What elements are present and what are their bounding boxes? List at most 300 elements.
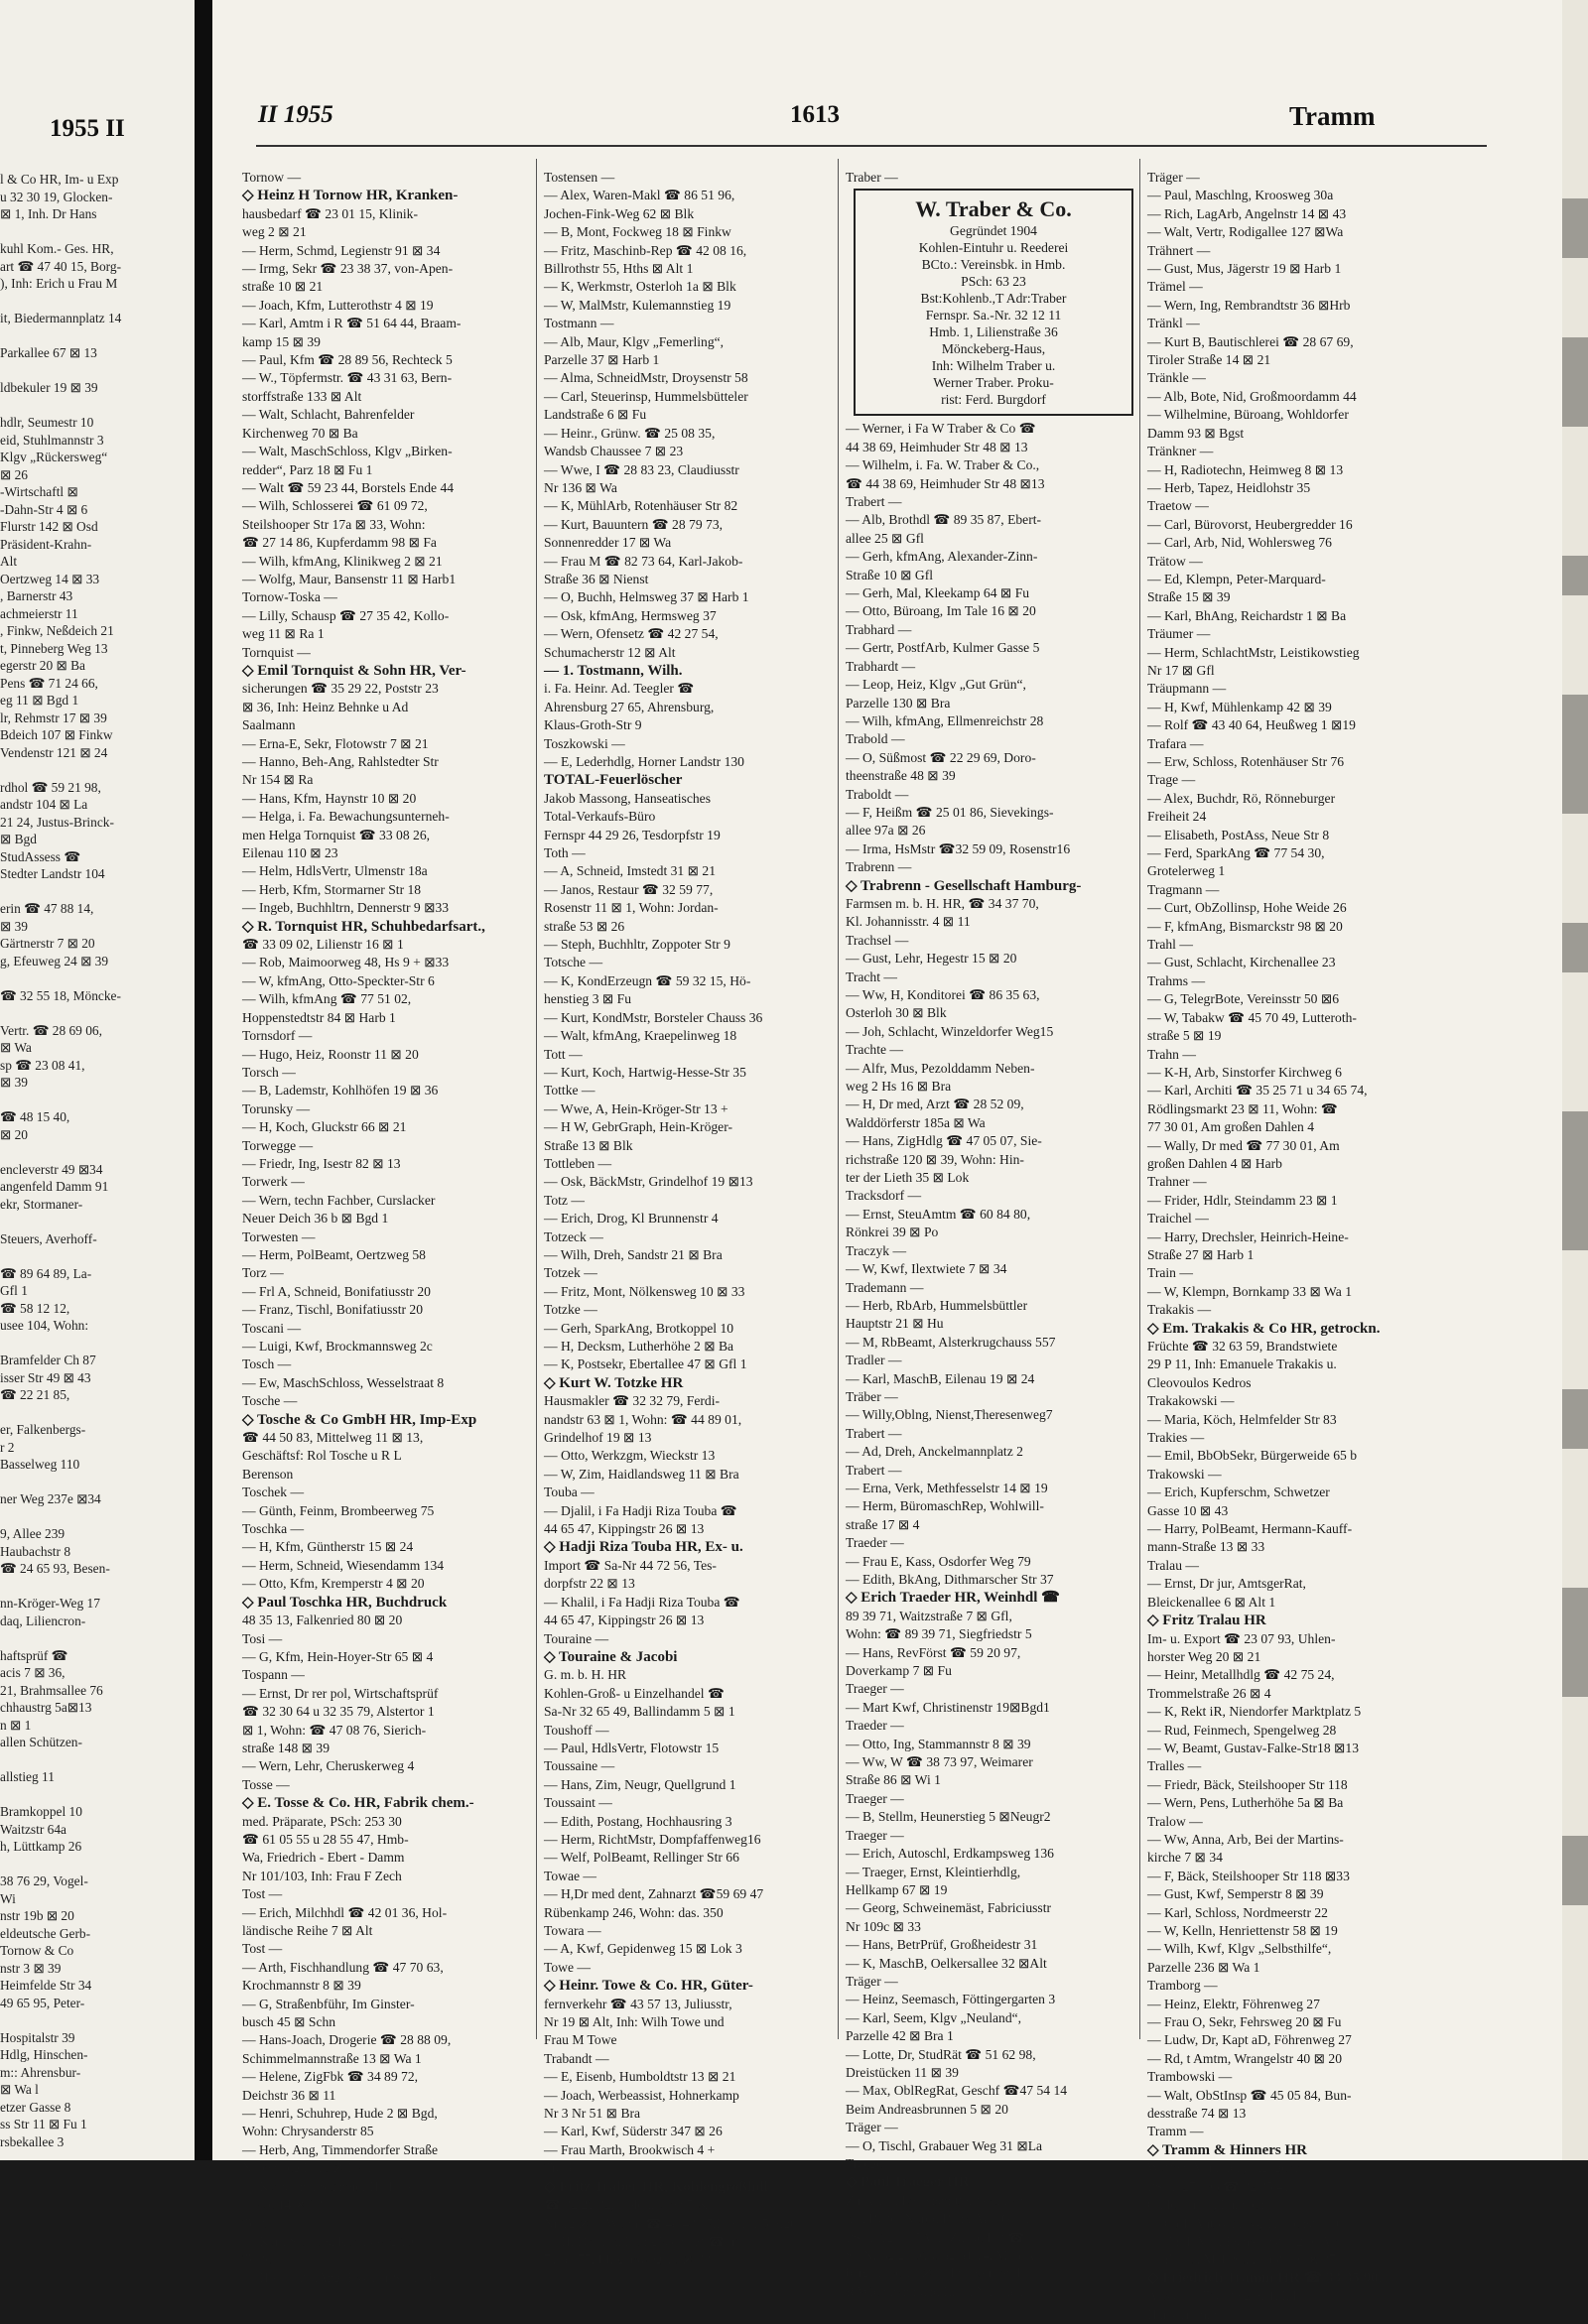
directory-line: Gärtnerstr 7 ⊠ 20: [0, 936, 95, 951]
directory-line: — H, Dr med, RöntgFacharzt ☎ üb: [544, 2233, 741, 2249]
directory-line: — Herm, SchlachtMstr, Leistikowstieg: [1147, 644, 1360, 660]
directory-line: Torwegge —: [242, 1137, 314, 1153]
directory-line: — Herb, Kfm, Stormarner Str 18: [242, 881, 422, 897]
directory-line: PSch: 63 23: [961, 274, 1026, 290]
directory-line: — Hans, Kfm, Haynstr 10 ⊠ 20: [242, 790, 417, 806]
directory-line: Trakakis —: [1147, 1302, 1212, 1318]
directory-line: Toushoff —: [544, 1722, 609, 1738]
directory-line: — Ww, H, Konditorei ☎ 86 35 63,: [846, 987, 1040, 1002]
directory-line: — Erna, Verk, Methfesselstr 14 ⊠ 19: [846, 1480, 1048, 1495]
directory-line: ◇ Hadji Riza Touba HR, Ex- u.: [544, 1539, 743, 1556]
directory-line: — Irma, HsMstr ☎32 59 09, Rosenstr16: [846, 840, 1071, 856]
column-2: [544, 169, 832, 2269]
directory-line: Nr 19 ⊠ Alt, Inh: Wilh Towe und: [544, 2014, 725, 2030]
directory-line: — Gerh, Mal, Kleekamp 64 ⊠ Fu: [846, 585, 1030, 601]
directory-line: Toszkowski —: [544, 735, 625, 751]
directory-line: — Wern, Ofensetz ☎ 42 27 54,: [544, 626, 719, 642]
left-page: [0, 0, 195, 2160]
directory-line: Traichel —: [1147, 1211, 1209, 1227]
directory-line: — Erich, Autoschl, Erdkampsweg 136: [846, 1846, 1054, 1862]
directory-line: — Alb, Maur, Klgv „Femerling“,: [544, 333, 725, 349]
directory-line: Gegründet 1904: [950, 223, 1037, 239]
directory-line: Billrothstr 55, Hths ⊠ Alt 1: [544, 261, 694, 277]
directory-line: — Friedr, Bäck, Steilshooper Str 118: [1147, 1776, 1348, 1792]
directory-line: — Herb, Ang, Timmendorfer Straße: [242, 2141, 439, 2157]
page-edge-strip: [1562, 0, 1588, 2160]
directory-line: Parzelle 236 ⊠ Wa 1: [1147, 1959, 1260, 1975]
directory-line: [0, 1786, 195, 1804]
directory-line: [0, 1578, 195, 1596]
directory-line: nstr 3 ⊠ 39: [0, 1960, 62, 1976]
directory-line: nandstr 63 ⊠ 1, Wohn: ☎ 44 89 01,: [544, 1411, 742, 1427]
directory-line: — Fritz, Mont, Nölkensweg 10 ⊠ 33: [544, 1283, 745, 1299]
traber-section-heading: Traber —: [846, 170, 898, 185]
directory-line: achmeierstr 11: [0, 605, 78, 621]
directory-line: ◇ Kurt W. Totzke HR: [544, 1374, 684, 1391]
directory-line: Kohlen-Groß- u Einzelhandel ☎: [544, 1685, 725, 1701]
directory-line: sicherungen ☎ 35 29 22, Poststr 23: [242, 681, 439, 697]
page-header-left: II 1955: [258, 101, 333, 128]
directory-line: ☎ 33 09 02, Lilienstr 16 ⊠ 1: [242, 937, 404, 953]
directory-line: — K, KondErzeugn ☎ 59 32 15, Hö-: [544, 972, 751, 988]
directory-line: ◇ Tramm & Hinners HR: [1147, 2141, 1307, 2158]
left-page-header: 1955 II: [50, 115, 125, 142]
directory-line: — B, Mont, Fockweg 18 ⊠ Finkw: [544, 224, 731, 240]
directory-line: — Rud, Feinmech, Spengelweg 28: [1147, 1722, 1337, 1738]
directory-line: — Harry, PolBeamt, Hermann-Kauff-: [1147, 1521, 1353, 1537]
directory-line: Kl. Johannisstr. 4 ⊠ 11: [846, 914, 971, 930]
directory-line: Flurstr 142 ⊠ Osd: [0, 519, 98, 534]
directory-line: Jakob Massong, Hanseatisches: [544, 790, 712, 806]
directory-line: — Janos, Restaur ☎ 32 59 77,: [544, 881, 714, 897]
directory-line: straße 53 ⊠ 26: [544, 918, 625, 934]
directory-line: fernverkehr ☎ 43 57 13, Juliusstr,: [544, 1996, 732, 2011]
directory-line: ☎ 58 12 12,: [0, 1300, 70, 1316]
directory-line: Frau M Towe: [544, 2032, 617, 2048]
directory-line: bergstraße 10 ⊠ 1, Inh: Gustav E: [846, 2265, 1025, 2281]
directory-line: Doverkamp 7 ⊠ Fu: [846, 1663, 952, 1679]
directory-line: r 2: [0, 1439, 15, 1455]
directory-line: Tiroler Straße 14 ⊠ 21: [1147, 352, 1271, 368]
directory-line: [0, 883, 195, 901]
directory-line: — Heinz, Seemasch, Föttingergarten 3: [846, 1992, 1056, 2007]
directory-line: — Gerh, SparkAng, Brotkoppel 10: [544, 1320, 734, 1336]
directory-line: — Paul, HdlsVertr, Flotowstr 15: [544, 1740, 720, 1755]
directory-line: busch 45 ⊠ Schn: [242, 2014, 336, 2030]
directory-line: hausbedarf ☎ 23 01 15, Klinik-: [242, 205, 419, 221]
directory-line: — Joach, Kfm, Lutterothstr 4 ⊠ 19: [242, 297, 434, 313]
directory-line: [0, 969, 195, 987]
directory-line: [0, 293, 195, 311]
directory-line: Kohlen-Eintuhr u. Reederei: [918, 240, 1069, 256]
directory-line: dorpfstr 22 ⊠ 13: [544, 1576, 635, 1592]
directory-line: PSch: 1231, TAdr: Zuckerhut ☎: [846, 2229, 1025, 2245]
directory-line: — Curt, ObZollinsp, Hohe Weide 26: [1147, 900, 1347, 916]
directory-line: Basselweg 110: [0, 1457, 80, 1472]
directory-line: Totzeck —: [544, 1228, 603, 1244]
directory-line: [0, 1335, 195, 1353]
directory-line: Traeger —: [846, 2156, 904, 2171]
directory-line: Trätow —: [1147, 553, 1203, 569]
directory-line: — Henri, Schuhrep, Hude 2 ⊠ Bgd,: [242, 2106, 438, 2122]
directory-line: — Erna-E, Sekr, Flotowstr 7 ⊠ 21: [242, 735, 429, 751]
directory-line: — Otto, Ing, Stammannstr 8 ⊠ 39: [846, 1736, 1031, 1751]
directory-line: — Wern, Ing, Rembrandtstr 36 ⊠Hrb: [1147, 297, 1351, 313]
directory-line: — Carl, Bürovorst, Heubergredder 16: [1147, 516, 1353, 532]
directory-line: Oertzweg 14 ⊠ 33: [0, 571, 100, 586]
directory-line: Tränkner —: [1147, 444, 1214, 459]
directory-line: Ahrensburg 27 65, Ahrensburg,: [544, 699, 715, 714]
directory-line: lr, Rehmstr 17 ⊠ 39: [0, 710, 107, 725]
directory-line: — K-H, Arb, Sinstorfer Kirchweg 6: [1147, 1064, 1342, 1080]
directory-line: — W, Beamt, Gustav-Falke-Str18 ⊠13: [1147, 1740, 1360, 1755]
directory-line: Trämel —: [1147, 279, 1203, 295]
directory-line: Traetow —: [1147, 498, 1209, 514]
directory-line: — Max, OblRegRat, Geschf ☎47 54 14: [846, 2083, 1068, 2099]
directory-line: Beim Andreasbrunnen 5 ⊠ 20: [846, 2101, 1008, 2117]
directory-line: — Ferd, SparkAng ☎ 77 54 30,: [1147, 845, 1325, 861]
directory-line: Träupmann —: [1147, 681, 1227, 697]
directory-line: — Kurt, KondMstr, Borsteler Chauss 36: [544, 1009, 763, 1025]
directory-line: ◇ R. Tornquist HR, Schuhbedarfsart.,: [242, 918, 485, 935]
directory-line: — Paul, Kfm ☎ 28 89 56, Rechteck 5: [242, 352, 453, 368]
directory-line: [0, 223, 195, 241]
column-3-entries: [846, 420, 1133, 2301]
directory-line: Tralau —: [1147, 1557, 1199, 1573]
page-number: 1613: [790, 101, 840, 128]
directory-line: Klaus-Groth-Str 9: [544, 717, 642, 733]
directory-line: it, Biedermannplatz 14: [0, 311, 122, 325]
directory-line: Torwesten —: [242, 1228, 316, 1244]
traber-advertisement: [854, 189, 1133, 416]
directory-line: — Walt, MaschSchloss, Klgv „Birken-: [242, 444, 453, 459]
directory-line: großen Dahlen 4 ⊠ Harb: [1147, 1155, 1282, 1171]
directory-line: ☎ 44 50 83, Mittelweg 11 ⊠ 13,: [242, 1430, 424, 1446]
directory-line: -Dahn-Str 4 ⊠ 6: [0, 501, 88, 517]
directory-line: Tost —: [242, 1941, 283, 1957]
directory-line: Träber —: [846, 1388, 898, 1404]
directory-line: ☎ 89 64 89, La-: [0, 1265, 92, 1281]
directory-line: ☎ 27 14 86, Kupferdamm 98 ⊠ Fa: [242, 535, 437, 551]
directory-line: Rübenkamp 246, Wohn: das. 350: [544, 1904, 724, 1920]
directory-line: Sa-Nr 32 65 49, Ballindamm 5 ⊠ 1: [544, 1704, 735, 1720]
directory-line: ◇ Erich Traeder HR, Weinhdl ☎: [846, 1590, 1060, 1607]
directory-line: etzer Gasse 8: [0, 2099, 71, 2115]
directory-line: — Wilh, kfmAng ☎ 77 51 02,: [242, 991, 412, 1007]
directory-line: — Helm, HdlsVertr, Ulmenstr 18a: [242, 863, 428, 879]
directory-line: Toussaint —: [544, 1795, 612, 1811]
directory-line: 38 76 29, Vogel-: [0, 1873, 88, 1888]
directory-line: — Frau E, Kass, Osdorfer Weg 79: [846, 1553, 1031, 1569]
directory-line: [0, 362, 195, 380]
directory-line: g, Efeuweg 24 ⊠ 39: [0, 953, 109, 968]
directory-line: hdlr, Seumestr 10: [0, 415, 94, 430]
directory-line: — Heinz, Elektr, Föhrenweg 27: [1147, 1996, 1320, 2011]
directory-line: — Horst, kfmAng, Essener Str 13 b: [242, 2269, 436, 2285]
directory-line: Bleickenallee 6 ⊠ Alt 1: [1147, 1594, 1276, 1610]
directory-line: Trabert —: [846, 1425, 902, 1441]
directory-line: Wa, Friedrich - Ebert - Damm: [242, 1850, 405, 1866]
directory-line: ☎ 44 38 69, Heimhuder Str 48 ⊠13: [846, 475, 1045, 491]
directory-line: Toscani —: [242, 1320, 302, 1336]
directory-line: — Mart Kwf, Christinenstr 19⊠Bgd1: [846, 1699, 1050, 1715]
directory-line: Trabrenn —: [846, 859, 912, 875]
directory-line: Tosch —: [242, 1356, 292, 1372]
directory-line: — Georg, Schweinemäst, Fabriciusstr: [846, 1900, 1052, 1916]
directory-line: Bramfelder Ch 87: [0, 1353, 96, 1367]
directory-line: — Karl, Architi ☎ 35 25 71 u 34 65 74,: [1147, 1083, 1368, 1098]
directory-line: [0, 1508, 195, 1526]
page-header-right: Tramm: [1289, 101, 1376, 131]
directory-line: — Ad, Dreh, Anckelmannplatz 2: [846, 1444, 1023, 1460]
directory-line: — Heinr., Grünw. ☎ 25 08 35,: [544, 425, 716, 441]
directory-line: Freiheit 24: [1147, 809, 1207, 825]
directory-line: haftsprüf ☎: [0, 1647, 68, 1663]
directory-line: — Carl, Arb, Nid, Wohlersweg 76: [1147, 535, 1332, 551]
directory-line: — Emil, Mal, Esmarchstr 62 ⊠ Alt: [1147, 2233, 1338, 2249]
directory-line: — Helene, ZigFbk ☎ 34 89 72,: [242, 2069, 419, 2085]
directory-line: Tracht —: [846, 968, 897, 984]
directory-line: — Kurt, Koch, Hartwig-Hesse-Str 35: [544, 1064, 746, 1080]
directory-line: Tornquist —: [242, 644, 311, 660]
directory-line: — G, Straßenbführ, Im Ginster-: [242, 1996, 415, 2011]
directory-line: — Harry, Drechsler, Heinrich-Heine-: [1147, 1228, 1349, 1244]
directory-line: Straße 15 ⊠ 39: [1147, 589, 1231, 605]
directory-line: desstraße 74 ⊠ 13: [1147, 2106, 1247, 2122]
directory-line: egerstr 20 ⊠ Ba: [0, 658, 85, 673]
directory-line: Tornow & Co: [0, 1943, 74, 1958]
directory-line: Fernspr 44 29 26, Tesdorpfstr 19: [544, 827, 721, 842]
directory-line: Farmsen m. b. H. HR, ☎ 34 37 70,: [846, 895, 1039, 911]
column-divider-1: [536, 159, 537, 2039]
directory-line: — Alb, Bote, Nid, Großmoordamm 44: [1147, 388, 1357, 404]
directory-line: — Alex, Buchdr, Rö, Rönneburger: [1147, 790, 1336, 806]
directory-line: ⊠ 20: [0, 1126, 28, 1142]
directory-line: — Karl, Kwf, Süderstr 347 ⊠ 26: [544, 2124, 723, 2139]
directory-line: ☎ 24 65 93, Besen-: [0, 1561, 110, 1576]
directory-line: Torwerk —: [242, 1174, 305, 1190]
directory-line: encleverstr 49 ⊠34: [0, 1161, 103, 1177]
directory-line: — Ew, MaschSchloss, Wesselstraat 8: [242, 1374, 445, 1390]
directory-line: Tost —: [242, 1886, 283, 1902]
directory-line: Hdlg, Hinschen-: [0, 2047, 88, 2062]
directory-line: Trahner —: [1147, 1174, 1207, 1190]
directory-line: — H, Radiotechn, Heimweg 8 ⊠ 13: [1147, 461, 1344, 477]
directory-line: art ☎ 47 40 15, Borg-: [0, 258, 122, 274]
directory-line: Alt: [0, 554, 18, 569]
directory-line: — Karl, MaschB, Eilenau 19 ⊠ 24: [846, 1370, 1035, 1386]
directory-line: — Lotte, Dr, StudRät ☎ 51 62 98,: [846, 2046, 1036, 2062]
directory-line: straße 10 ⊠ 21: [242, 279, 324, 295]
directory-line: straße 5 ⊠ 19: [1147, 1028, 1222, 1044]
directory-line: Trachsel —: [846, 932, 909, 948]
directory-line: — Wilhelm, i. Fa. W. Traber & Co.,: [846, 457, 1040, 473]
directory-line: [0, 1629, 195, 1647]
directory-line: richstraße 120 ⊠ 39, Wohn: Hin-: [846, 1151, 1024, 1167]
directory-line: — K, MühlArb, Rotenhäuser Str 82: [544, 498, 738, 514]
directory-line: — Lilly, Schausp ☎ 27 35 42, Kollo-: [242, 607, 450, 623]
directory-line: andstr 104 ⊠ La: [0, 797, 88, 812]
directory-line: Toth —: [544, 845, 586, 861]
directory-line: — Leop, Heiz, Klgv „Gut Grün“,: [846, 677, 1026, 693]
directory-line: — H, Decksm, Lutherhöhe 2 ⊠ Ba: [544, 1339, 734, 1354]
directory-line: Stedter Landstr 104: [0, 866, 105, 881]
directory-line: — Alb, Brothdl ☎ 89 35 87, Ebert-: [846, 512, 1042, 528]
directory-line: 44 38 69, Heimhuder Str 48 ⊠ 13: [846, 439, 1028, 454]
directory-line: weg 11 ⊠ Ra 1: [242, 626, 325, 642]
directory-line: — Wilh, Dreh, Sandstr 21 ⊠ Bra: [544, 1246, 723, 1262]
directory-line: Traeger —: [846, 1790, 904, 1806]
directory-line: [0, 1092, 195, 1109]
directory-line: Trabert —: [846, 494, 902, 510]
directory-line: Tostensen —: [544, 170, 615, 185]
directory-line: — Hans-Joach, Drogerie ☎ 28 88 09,: [242, 2032, 452, 2048]
directory-line: Tornow —: [242, 170, 302, 185]
directory-line: — Friedr, Ing, Isestr 82 ⊠ 13: [242, 1155, 401, 1171]
directory-line: Tosche —: [242, 1393, 298, 1409]
directory-line: Bramkoppel 10: [0, 1804, 82, 1819]
directory-line: StudAssess ☎: [0, 848, 81, 864]
directory-line: — Kurt, Bauuntern ☎ 28 79 73,: [544, 516, 724, 532]
directory-line: — Steph, Buchhltr, Zoppoter Str 9: [544, 937, 730, 953]
directory-line: — Gust, Mus, Jägerstr 19 ⊠ Harb 1: [1147, 261, 1342, 277]
directory-line: — H,Dr med dent, Zahnarzt ☎59 69 47: [544, 1886, 764, 1902]
directory-line: — Willy,Oblng, Nienst,Theresenweg7: [846, 1407, 1053, 1423]
directory-line: ◇ Trabrenn - Gesellschaft Hamburg-: [846, 877, 1082, 894]
directory-line: Traboldt —: [846, 786, 909, 802]
directory-line: straße 148 ⊠ 39: [242, 1740, 331, 1755]
directory-line: [0, 1143, 195, 1161]
directory-line: — Ww, W ☎ 38 73 97, Weimarer: [846, 1754, 1033, 1770]
directory-line: straße 14 ⊠ 33: [242, 2197, 324, 2213]
directory-line: — Osk, BäckMstr, Grindelhof 19 ⊠13: [544, 1174, 753, 1190]
directory-line: Trabert —: [846, 1462, 902, 1478]
directory-line: Tosse —: [242, 1776, 290, 1792]
directory-line: — Traeger, Ernst, Kleintierhdlg,: [846, 1864, 1021, 1879]
directory-line: , Barnerstr 43: [0, 588, 73, 603]
directory-line: — W, Kelln, Henriettenstr 58 ⊠ 19: [1147, 1923, 1338, 1938]
directory-line: Tramm —: [1147, 2124, 1204, 2139]
directory-line: — Gust, Kwf, Semperstr 8 ⊠ 39: [1147, 1886, 1324, 1902]
directory-line: Trademann —: [846, 1279, 924, 1295]
directory-line: Touraine —: [544, 1630, 609, 1646]
directory-line: weg 2 Hs 16 ⊠ Bra: [846, 1079, 952, 1095]
directory-line: Toussaine —: [544, 1758, 615, 1774]
directory-line: Parzelle 130 ⊠ Bra: [846, 695, 951, 710]
directory-line: — Alma, SchneidMstr, Droysenstr 58: [544, 370, 748, 386]
directory-line: — F, Heißm ☎ 25 01 86, Sievekings-: [846, 804, 1054, 820]
right-page: [212, 0, 1562, 2322]
directory-line: Sa-Nr 32 28 01 u 32 31 14, Möncke-: [846, 2248, 1045, 2263]
directory-line: — Otto, Werkzgm, Wieckstr 13: [544, 1448, 716, 1464]
directory-line: Nr 3 Nr 51 ⊠ Bra: [544, 2106, 641, 2122]
directory-line: — Wilh, Kwf, Klgv „Selbsthilfe“,: [1147, 1941, 1332, 1957]
directory-line: Wohn: ☎ 89 39 71, Siegfriedstr 5: [846, 1626, 1032, 1642]
directory-line: 48 35 13, Falkenried 80 ⊠ 20: [242, 1613, 403, 1628]
directory-line: — Ww, Anna, Arb, Bei der Martins-: [1147, 1831, 1344, 1847]
directory-line: — O, Süßmost ☎ 22 29 69, Doro-: [846, 749, 1036, 765]
directory-line: Altstädter Twiete 2 ⊠ 1, Inh:: [1147, 2288, 1304, 2304]
directory-line: — Ernst, Dr rer pol, Wirtschaftsprüf: [242, 1685, 439, 1701]
directory-line: 9, Allee 239: [0, 1526, 66, 1541]
directory-line: — 1. Tostmann, Wilh.: [544, 662, 683, 679]
directory-line: u 32 30 19, Glocken-: [0, 189, 113, 204]
directory-line: Tott —: [544, 1046, 583, 1062]
directory-line: Zucker- u Lebensmittel-Großhan-: [846, 2192, 1028, 2208]
directory-line: Chilehaus C, Pumpen 6 d: [1147, 2197, 1285, 2213]
directory-line: ⊠ Wa: [0, 1040, 32, 1055]
directory-line: — H, Dr med, Arzt ☎ 28 52 09,: [846, 1097, 1024, 1112]
directory-line: R Wichmann und Erich Nuesken: [846, 2283, 1023, 2299]
directory-line: — Wolfg, Maur, Bansenstr 11 ⊠ Harb1: [242, 571, 457, 586]
directory-line: 89 39 71, Waitzstraße 7 ⊠ Gfl,: [846, 1608, 1012, 1623]
directory-line: Parkallee 67 ⊠ 13: [0, 345, 97, 360]
directory-line: Träumer —: [1147, 626, 1211, 642]
directory-line: ◇ Heinr. Towe & Co. HR, Güter-: [544, 1978, 753, 1995]
directory-line: ⊠ 26: [0, 466, 28, 482]
directory-line: — H, Kfm, Güntherstr 15 ⊠ 24: [242, 1539, 414, 1555]
directory-line: 77 30 01, Am großen Dahlen 4: [1147, 1119, 1315, 1135]
directory-line: Trakies —: [1147, 1430, 1205, 1446]
directory-line: isser Str 49 ⊠ 43: [0, 1369, 91, 1385]
directory-line: — Wilh, kfmAng, Klinikweg 2 ⊠ 21: [242, 553, 443, 569]
directory-line: ☎ 32 55 18, Möncke-: [0, 987, 121, 1003]
directory-line: ◇ Friedrich Tramm HR ☎ 33 35 90,: [1147, 2269, 1383, 2286]
column-4: [1147, 169, 1445, 2324]
directory-line: — Gerh, kfmAng, Alexander-Zinn-: [846, 549, 1038, 565]
directory-line: — Karl, Seem, Klgv „Neuland“,: [846, 2009, 1022, 2025]
directory-line: Traeger —: [846, 1681, 904, 1697]
directory-line: — Fritz, Maschinb-Rep ☎ 42 08 16,: [544, 242, 747, 258]
directory-line: Hauptstr 21 ⊠ Hu: [846, 1316, 944, 1332]
directory-line: Totz —: [544, 1192, 585, 1208]
directory-line: Torsch —: [242, 1064, 296, 1080]
directory-line: Krochmannstr 8 ⊠ 39: [242, 1978, 361, 1994]
column-3: [846, 169, 1133, 2301]
directory-line: kuhl Kom.- Ges. HR,: [0, 241, 114, 256]
directory-line: Trage —: [1147, 772, 1196, 788]
directory-line: ländische Reihe 7 ⊠ Alt: [242, 1923, 373, 1938]
directory-line: ⊠ 1, Wohn: ☎ 47 08 76, Sierich-: [242, 1722, 427, 1738]
directory-line: Straße 36 ⊠ Nienst: [544, 571, 649, 586]
directory-line: TOTAL-Feuerlöscher: [544, 772, 683, 789]
directory-line: — Arth, Fischhandlung ☎ 47 70 63,: [242, 1959, 444, 1975]
directory-line: ◇ Touraine & Jacobi: [544, 1648, 678, 1665]
directory-line: allee 97a ⊠ 26: [846, 823, 926, 839]
directory-line: — O, Tischl, Grabauer Weg 31 ⊠La: [846, 2137, 1043, 2153]
directory-line: Bst:Kohlenb.,T Adr:Traber: [920, 291, 1067, 307]
directory-line: daq, Liliencron-: [0, 1613, 86, 1628]
directory-line: Hoppenstedtstr 84 ⊠ Harb 1: [242, 1009, 396, 1025]
directory-line: 71 30 75, Elligersweg 18 ⊠ 33: [544, 2252, 712, 2267]
directory-line: Bdeich 107 ⊠ Finkw: [0, 727, 113, 742]
directory-line: Import ☎ Sa-Nr 44 72 56, Tes-: [544, 1557, 717, 1573]
directory-line: [0, 327, 195, 345]
directory-line: — Kurt B, Bautischlerei ☎ 28 67 69,: [1147, 333, 1354, 349]
directory-line: 44 65 47, Kippingstr 26 ⊠ 13: [544, 1613, 705, 1628]
directory-line: — Alfr, Mus, Pezolddamm Neben-: [846, 1060, 1035, 1076]
directory-line: — Heinr, Metallhdlg ☎ 42 75 24,: [1147, 1667, 1335, 1683]
directory-line: Trabhardt —: [846, 658, 916, 674]
directory-line: — H, Koch, Gluckstr 66 ⊠ 21: [242, 1119, 407, 1135]
directory-line: Rosenstr 11 ⊠ 1, Wohn: Jordan-: [544, 900, 719, 916]
directory-line: Tralles —: [1147, 1758, 1202, 1774]
directory-line: — G, TelegrBote, Vereinsstr 50 ⊠6: [1147, 991, 1340, 1007]
directory-line: — Gertr, PostfArb, Kulmer Gasse 5: [846, 640, 1040, 656]
directory-line: erin ☎ 47 88 14,: [0, 901, 94, 916]
directory-line: Cleovoulos Kedros: [1147, 1374, 1252, 1390]
directory-line: [0, 2011, 195, 2029]
